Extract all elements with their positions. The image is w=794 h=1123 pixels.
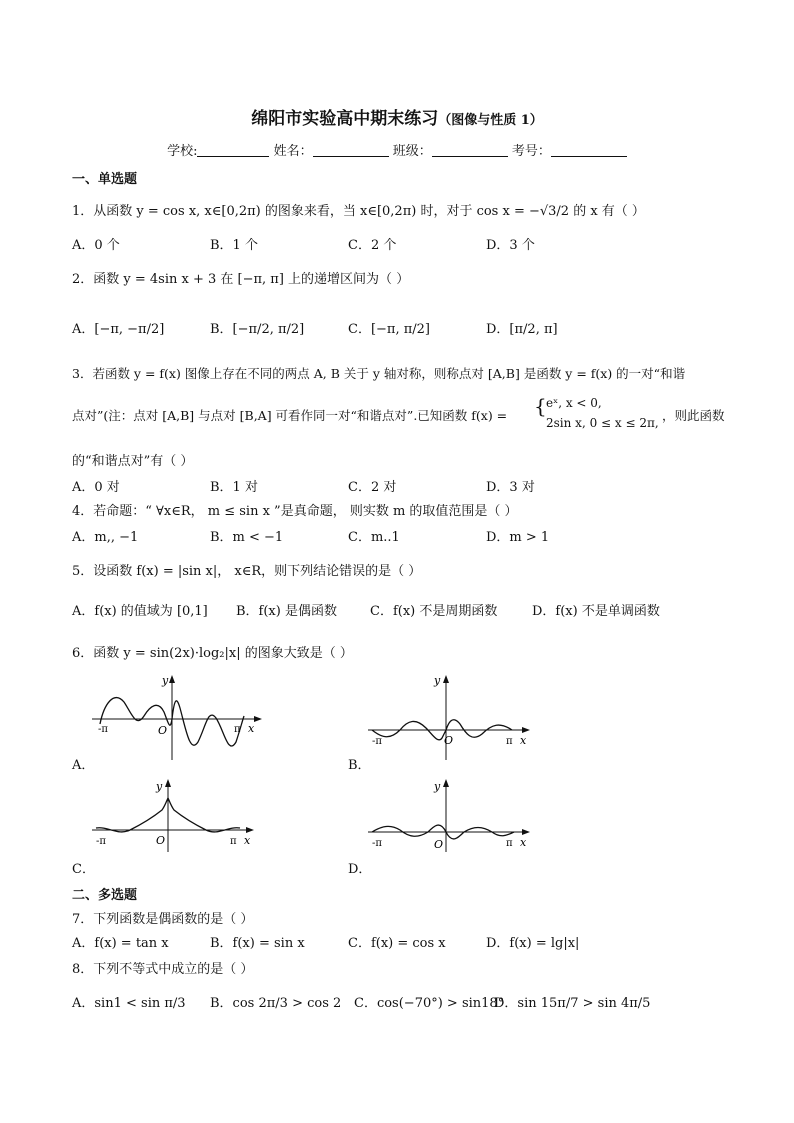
class-label: 班级： — [392, 144, 432, 159]
q6-graph-c — [92, 776, 268, 854]
origin-label: O — [156, 834, 166, 847]
exam-no-blank[interactable] — [551, 144, 627, 157]
pi-label: π — [506, 838, 513, 849]
q4-option-c[interactable]: C．m..1 — [348, 530, 400, 545]
q6-stem: 6．函数 y = sin(2x)·log₂|x| 的图象大致是（ ） — [72, 646, 353, 661]
class-blank[interactable] — [432, 144, 508, 157]
q5-stem: 5．设函数 f(x) = |sin x|， x∈R，则下列结论错误的是（ ） — [72, 564, 422, 579]
origin-label: O — [434, 838, 444, 851]
q3-option-d[interactable]: D．3 对 — [486, 480, 535, 495]
q2-stem: 2．函数 y = 4sin x + 3 在 [−π, π] 上的递增区间为（ ） — [72, 272, 410, 287]
q6-option-c[interactable]: C． — [72, 862, 95, 877]
q6-graph-b — [368, 672, 544, 762]
q6-option-d[interactable]: D． — [348, 862, 372, 877]
q7-option-c[interactable]: C．f(x) = cos x — [348, 936, 446, 951]
name-label: 姓名： — [273, 144, 313, 159]
q8-option-a[interactable]: A．sin1 < sin π/3 — [72, 996, 186, 1011]
q2-option-c[interactable]: C．[−π, π/2] — [348, 322, 430, 337]
q5-option-c[interactable]: C．f(x) 不是周期函数 — [370, 604, 498, 619]
neg-pi-label: -π — [372, 736, 382, 747]
student-info-line — [0, 140, 794, 159]
q5-option-d[interactable]: D．f(x) 不是单调函数 — [532, 604, 660, 619]
section-single-choice: 一、单选题 — [72, 172, 138, 187]
x-label: x — [520, 734, 527, 747]
y-axis-arrow-icon — [443, 675, 449, 683]
x-axis-arrow-icon — [522, 727, 530, 733]
y-axis-arrow-icon — [169, 675, 175, 683]
title-subtitle: （图像与性质 1） — [438, 113, 543, 128]
x-axis-arrow-icon — [254, 716, 262, 722]
y-label: y — [434, 780, 441, 793]
q3-option-b[interactable]: B．1 对 — [210, 480, 258, 495]
q7-option-a[interactable]: A．f(x) = tan x — [72, 936, 169, 951]
q4-option-d[interactable]: D．m > 1 — [486, 530, 550, 545]
y-axis-arrow-icon — [443, 779, 449, 787]
q1-option-a[interactable]: A．0 个 — [72, 238, 120, 253]
x-axis-arrow-icon — [246, 827, 254, 833]
q5-option-a[interactable]: A．f(x) 的值域为 [0,1] — [72, 604, 208, 619]
q3-case-2: 2sin x, 0 ≤ x ≤ 2π, — [546, 416, 659, 430]
q3-stem-line2-end: ，则此函数 — [662, 408, 725, 423]
y-label: y — [434, 674, 441, 687]
q5-option-b[interactable]: B．f(x) 是偶函数 — [236, 604, 337, 619]
q1-option-b[interactable]: B．1 个 — [210, 238, 258, 253]
q3-stem-line3: 的“和谐点对”有（ ） — [72, 454, 194, 469]
y-label: y — [162, 674, 169, 687]
y-axis-arrow-icon — [165, 779, 171, 787]
pi-label: π — [506, 736, 513, 747]
q1-stem: 1．从函数 y = cos x, x∈[0,2π) 的图象来看，当 x∈[0,2π) 时，对于 cos x = −√3/2 的 x 有（ ） — [72, 204, 645, 219]
y-label: y — [156, 780, 163, 793]
page-title — [0, 104, 794, 129]
section-multi-choice: 二、多选题 — [72, 888, 138, 903]
origin-label: O — [444, 734, 454, 747]
q2-option-d[interactable]: D．[π/2, π] — [486, 322, 558, 337]
q6-graph-a — [92, 672, 268, 762]
q8-stem: 8．下列不等式中成立的是（ ） — [72, 962, 254, 977]
origin-label: O — [158, 724, 168, 737]
q3-stem-line2: 点对”(注：点对 [A,B] 与点对 [B,A] 可看作同一对“和谐点对”.已知函数 f(x) = — [72, 408, 508, 423]
q3-case-1: eˣ, x < 0, — [546, 396, 602, 410]
q4-stem: 4．若命题：“ ∀x∈R， m ≤ sin x ”是真命题， 则实数 m 的取值范围是（ ） — [72, 504, 518, 519]
school-blank[interactable] — [197, 144, 269, 157]
pi-label: π — [234, 724, 241, 735]
q7-stem: 7．下列函数是偶函数的是（ ） — [72, 912, 254, 927]
q1-option-c[interactable]: C．2 个 — [348, 238, 397, 253]
q4-option-a[interactable]: A．m,, −1 — [72, 530, 139, 545]
q7-option-d[interactable]: D．f(x) = lg|x| — [486, 936, 580, 951]
name-blank[interactable] — [313, 144, 389, 157]
q1-option-d[interactable]: D．3 个 — [486, 238, 535, 253]
x-label: x — [520, 836, 527, 849]
q2-option-a[interactable]: A．[−π, −π/2] — [72, 322, 165, 337]
q2-option-b[interactable]: B．[−π/2, π/2] — [210, 322, 305, 337]
q3-brace: { — [534, 394, 547, 418]
neg-pi-label: -π — [98, 724, 108, 735]
q6-option-a[interactable]: A． — [72, 758, 95, 773]
q7-option-b[interactable]: B．f(x) = sin x — [210, 936, 305, 951]
q6-graph-d — [368, 776, 544, 854]
q8-option-b[interactable]: B．cos 2π/3 > cos 2 — [210, 996, 342, 1011]
pi-label: π — [230, 836, 237, 847]
x-axis-arrow-icon — [522, 829, 530, 835]
q8-option-c[interactable]: C．cos(−70°) > sin18° — [354, 996, 505, 1011]
exam-no-label: 考号： — [511, 144, 551, 159]
title-main: 绵阳市实验高中期末练习 — [251, 109, 439, 129]
neg-pi-label: -π — [372, 838, 382, 849]
neg-pi-label: -π — [96, 836, 106, 847]
q3-option-c[interactable]: C．2 对 — [348, 480, 397, 495]
x-label: x — [244, 834, 251, 847]
q8-option-d[interactable]: D．sin 15π/7 > sin 4π/5 — [494, 996, 651, 1011]
x-label: x — [248, 722, 255, 735]
school-label: 学校: — [167, 144, 198, 159]
q3-option-a[interactable]: A．0 对 — [72, 480, 120, 495]
q4-option-b[interactable]: B．m < −1 — [210, 530, 284, 545]
q3-stem-line1: 3．若函数 y = f(x) 图像上存在不同的两点 A, B 关于 y 轴对称，则称点对 [A,B] 是函数 y = f(x) 的一对“和谐 — [72, 366, 686, 381]
q6-option-b[interactable]: B． — [348, 758, 371, 773]
